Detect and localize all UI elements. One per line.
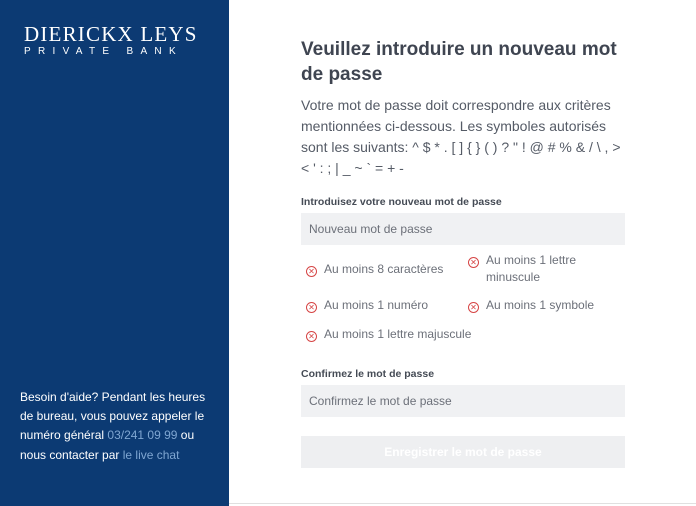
bottom-divider bbox=[229, 503, 696, 504]
phone-link[interactable]: 03/241 09 99 bbox=[107, 428, 178, 443]
x-circle-icon: ✕ bbox=[306, 302, 317, 313]
x-circle-icon: ✕ bbox=[306, 266, 317, 277]
help-text bbox=[20, 388, 215, 465]
criterion-label: Au moins 8 caractères bbox=[324, 262, 444, 276]
new-password-label: Introduisez votre nouveau mot de passe bbox=[301, 196, 502, 208]
criterion-lowercase bbox=[468, 252, 593, 286]
help-text-middle: ou nous contacter par bbox=[20, 428, 195, 462]
help-text-intro: Besoin d'aide? Pendant les heures de bureau, vous pouvez appeler le numéro général bbox=[20, 390, 206, 443]
page-title: Veuillez introduire un nouveau mot de passe bbox=[301, 39, 617, 85]
save-password-button[interactable]: Enregistrer le mot de passe bbox=[301, 436, 625, 468]
criterion-label: Au moins 1 numéro bbox=[324, 298, 429, 312]
new-password-input[interactable] bbox=[301, 213, 625, 245]
brand-tagline: PRIVATE BANK bbox=[24, 46, 183, 57]
criterion-label: Au moins 1 symbole bbox=[486, 298, 595, 312]
brand-name: DIERICKX LEYS bbox=[24, 22, 198, 46]
criterion-symbol bbox=[468, 297, 594, 314]
x-circle-icon: ✕ bbox=[468, 257, 479, 268]
criterion-label: Au moins 1 lettre majuscule bbox=[324, 327, 472, 341]
criterion-label: Au moins 1 lettre minuscule bbox=[486, 253, 577, 284]
password-rules-description: Votre mot de passe doit correspondre aux critères mentionnées ci-dessous. Les symboles autorisés sont les suivants: ^ $ * . [ ] { } ( ) ? " ! @ # % & / \ , > < ' : ; | _ ~ ` = + - bbox=[301, 97, 621, 176]
x-circle-icon: ✕ bbox=[468, 302, 479, 313]
brand-logo bbox=[24, 22, 198, 58]
confirm-password-label: Confirmez le mot de passe bbox=[301, 368, 435, 380]
criterion-min-length bbox=[306, 261, 443, 278]
confirm-password-input[interactable] bbox=[301, 385, 625, 417]
criterion-number bbox=[306, 297, 428, 314]
sidebar bbox=[0, 0, 229, 506]
password-form-panel bbox=[229, 0, 696, 506]
criterion-uppercase bbox=[306, 326, 471, 343]
live-chat-link[interactable]: le live chat bbox=[122, 447, 180, 462]
x-circle-icon: ✕ bbox=[306, 331, 317, 342]
